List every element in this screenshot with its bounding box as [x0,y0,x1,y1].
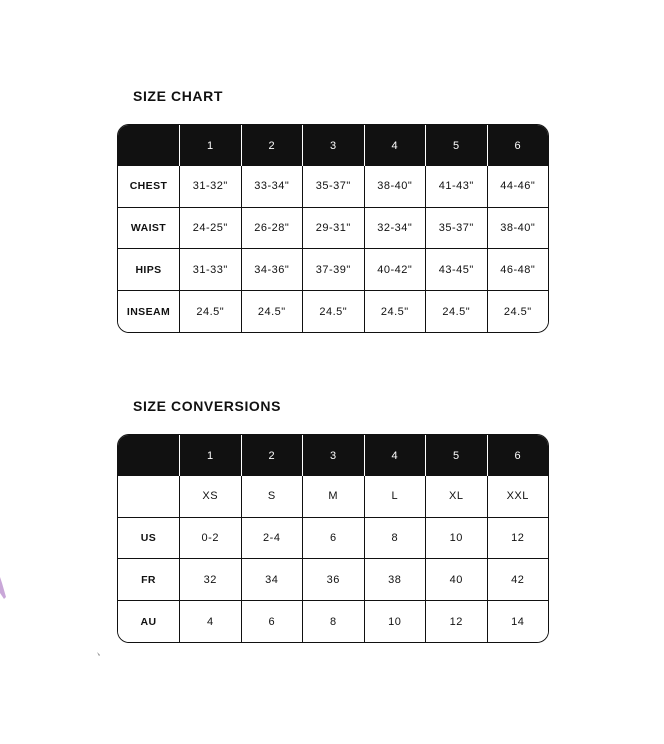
table-cell: 26-28" [241,207,303,249]
row-label: FR [118,558,179,600]
table-cell: 31-33" [179,248,241,290]
table-cell: 14 [487,600,549,642]
row-label: WAIST [118,207,179,249]
table-cell: 24.5" [425,290,487,332]
table-cell: L [364,476,426,517]
size-conversions-header-cell: 2 [241,435,303,476]
size-conversions-header-cell: 5 [425,435,487,476]
size-chart-row-inseam [118,290,548,332]
table-cell: 8 [302,600,364,642]
table-cell: 34 [241,558,303,600]
row-label: US [118,517,179,559]
table-cell: 12 [487,517,549,559]
table-cell: 38-40" [487,207,549,249]
table-cell: 41-43" [425,166,487,207]
table-cell: 38 [364,558,426,600]
table-cell: 29-31" [302,207,364,249]
size-chart-header-cell: 5 [425,125,487,166]
size-chart-title: SIZE CHART [133,88,223,104]
size-chart-corner-cell [118,125,179,166]
table-cell: 33-34" [241,166,303,207]
size-chart-row-waist [118,207,548,249]
table-cell: 40-42" [364,248,426,290]
table-cell: 2-4 [241,517,303,559]
table-cell: S [241,476,303,517]
table-cell: 4 [179,600,241,642]
table-cell: XS [179,476,241,517]
table-cell: 0-2 [179,517,241,559]
row-label: INSEAM [118,290,179,332]
size-conversions-row-us [118,517,548,559]
size-conversions-row-letter [118,476,548,517]
table-cell: M [302,476,364,517]
table-cell: 31-32" [179,166,241,207]
row-label: AU [118,600,179,642]
table-cell: XXL [487,476,549,517]
size-conversions-title: SIZE CONVERSIONS [133,398,282,414]
row-label: CHEST [118,166,179,207]
size-chart-header-row [118,125,548,166]
size-conversions-header-cell: 1 [179,435,241,476]
table-cell: 24-25" [179,207,241,249]
size-chart-header-cell: 4 [364,125,426,166]
edge-fragment-decoration [0,577,6,599]
table-cell: 34-36" [241,248,303,290]
size-chart-row-chest [118,166,548,207]
edge-dot-decoration [97,652,100,656]
table-cell: 38-40" [364,166,426,207]
table-cell: 10 [425,517,487,559]
row-label [118,476,179,517]
row-label: HIPS [118,248,179,290]
table-cell: 24.5" [364,290,426,332]
size-conversions-row-au [118,600,548,642]
size-chart-header-cell: 6 [487,125,549,166]
size-chart-table [117,124,549,333]
table-cell: 24.5" [302,290,364,332]
size-conversions-header-row [118,435,548,476]
table-cell: 42 [487,558,549,600]
table-cell: 6 [241,600,303,642]
size-conversions-header-cell: 3 [302,435,364,476]
size-conversions-header-cell: 4 [364,435,426,476]
size-chart-header-cell: 3 [302,125,364,166]
table-cell: 32 [179,558,241,600]
size-conversions-header-cell: 6 [487,435,549,476]
table-cell: 37-39" [302,248,364,290]
table-cell: 46-48" [487,248,549,290]
table-cell: 36 [302,558,364,600]
table-cell: XL [425,476,487,517]
table-cell: 32-34" [364,207,426,249]
size-conversions-row-fr [118,558,548,600]
table-cell: 24.5" [179,290,241,332]
table-cell: 8 [364,517,426,559]
table-cell: 6 [302,517,364,559]
size-chart-header-cell: 2 [241,125,303,166]
table-cell: 35-37" [302,166,364,207]
table-cell: 12 [425,600,487,642]
size-conversions-table [117,434,549,643]
table-cell: 44-46" [487,166,549,207]
table-cell: 24.5" [241,290,303,332]
table-cell: 35-37" [425,207,487,249]
size-conversions-corner-cell [118,435,179,476]
table-cell: 40 [425,558,487,600]
table-cell: 24.5" [487,290,549,332]
size-chart-row-hips [118,248,548,290]
size-chart-header-cell: 1 [179,125,241,166]
table-cell: 43-45" [425,248,487,290]
table-cell: 10 [364,600,426,642]
